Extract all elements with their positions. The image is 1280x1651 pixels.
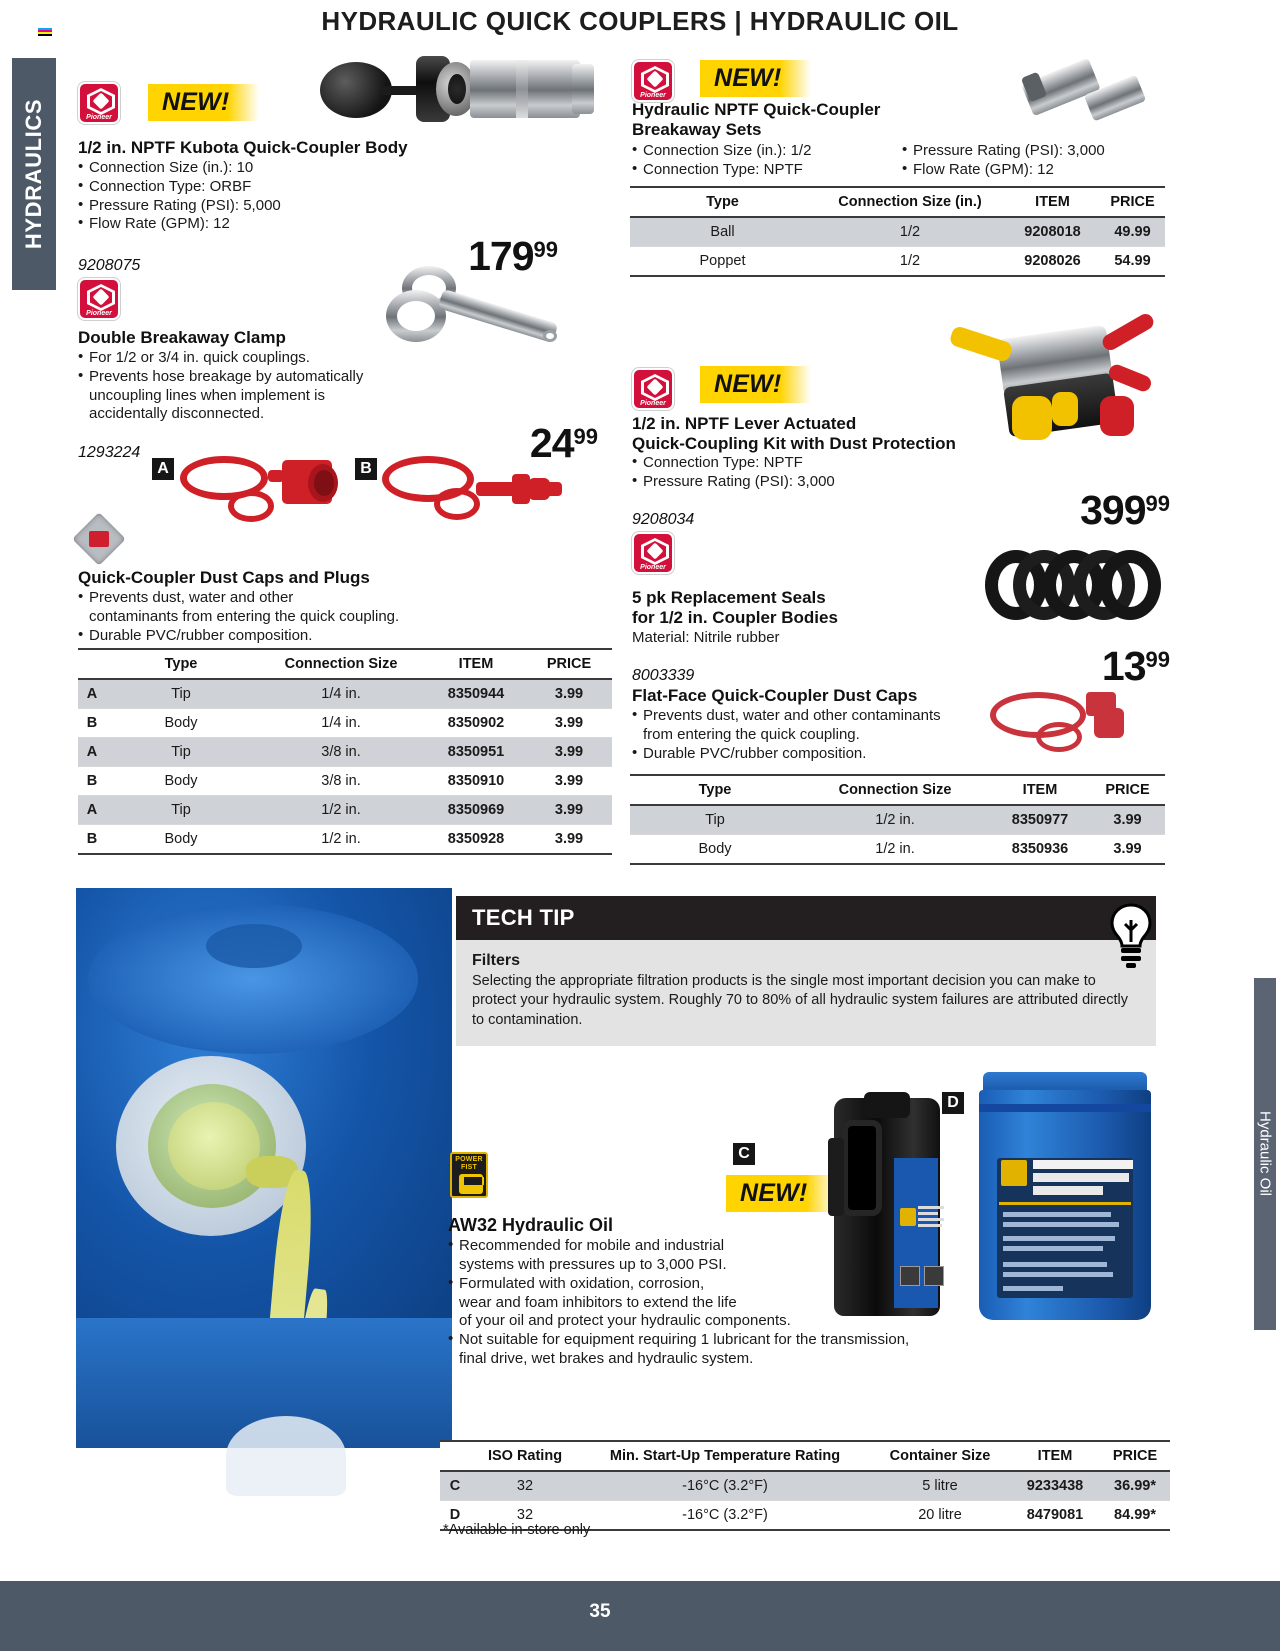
product-hydraulic-oil	[448, 1215, 1008, 1369]
product-title-line2: for 1/2 in. Coupler Bodies	[632, 607, 838, 627]
powerfist-badge	[450, 1152, 488, 1198]
pioneer-badge-3	[632, 60, 674, 102]
cell-ref: B	[78, 767, 106, 796]
bullet-continuation: from entering the quick coupling.	[643, 725, 860, 743]
cell-size: 1/2 in.	[256, 796, 426, 825]
price-dollars: 179	[468, 233, 534, 280]
price	[1101, 643, 1170, 690]
col-item: ITEM	[1005, 187, 1100, 217]
cell-type: Tip	[106, 679, 256, 709]
table-breakaway-sets	[630, 186, 1165, 277]
cell-container: 5 litre	[870, 1471, 1010, 1501]
cell-size: 1/2	[815, 247, 1005, 277]
price-cents: 99	[1145, 647, 1170, 673]
bullet: • Connection Size (in.): 1/2	[632, 142, 902, 161]
bullet: • Durable PVC/rubber composition.	[78, 627, 598, 646]
cell-type: Tip	[106, 738, 256, 767]
cell-item: 8350969	[426, 796, 526, 825]
bucket-label-line3	[1033, 1186, 1103, 1195]
page-footer	[0, 1581, 1280, 1651]
table-row	[630, 247, 1165, 277]
side-tab-label: Hydraulic Oil	[1256, 1110, 1274, 1197]
cell-price: 3.99	[526, 738, 612, 767]
table-row	[78, 796, 612, 825]
cell-price: 3.99	[526, 796, 612, 825]
pioneer-brand-label: Pioneer	[640, 564, 666, 571]
col-item: ITEM	[990, 775, 1090, 805]
cell-ref: A	[78, 679, 106, 709]
product-title-line1: Hydraulic NPTF Quick-Coupler	[632, 100, 881, 119]
pioneer-badge-4	[632, 368, 674, 410]
ref-chip-c: C	[733, 1143, 755, 1165]
cell-ref: B	[78, 709, 106, 738]
cell-price: 3.99	[526, 825, 612, 855]
product-dust-caps-plugs	[78, 568, 598, 645]
pioneer-brand-label: Pioneer	[640, 92, 666, 99]
pioneer-brand-label: Pioneer	[640, 400, 666, 407]
generic-brand-badge	[80, 520, 118, 558]
item-number: 9208034	[632, 511, 695, 529]
table-row	[630, 835, 1165, 865]
new-flag-lever-kit	[700, 366, 811, 403]
cell-type: Tip	[106, 796, 256, 825]
product-title: 1/2 in. NPTF Kubota Quick-Coupler Body	[78, 138, 408, 157]
product-title: AW32 Hydraulic Oil	[448, 1215, 614, 1235]
table-hydraulic-oil	[440, 1440, 1170, 1531]
bullet-continuation: systems with pressures up to 3,000 PSI.	[459, 1255, 727, 1273]
cell-item: 8350928	[426, 825, 526, 855]
product-image-dust-cap-a	[180, 452, 350, 524]
pioneer-brand-label: Pioneer	[86, 310, 112, 317]
ref-chip-b: B	[355, 458, 377, 480]
ref-chip-d: D	[942, 1092, 964, 1114]
cell-type: Body	[630, 835, 800, 865]
product-breakaway-sets	[632, 100, 1172, 180]
cell-iso: 32	[470, 1501, 580, 1531]
cell-item: 8350936	[990, 835, 1090, 865]
price-row	[632, 643, 1170, 690]
page-title: HYDRAULIC QUICK COUPLERS | HYDRAULIC OIL	[321, 6, 959, 36]
powerfist-brand-line2: FIST	[461, 1164, 477, 1171]
product-title: Flat-Face Quick-Coupler Dust Caps	[632, 686, 918, 705]
new-flag-breakaway-sets	[700, 60, 811, 97]
col-type: Type	[630, 775, 800, 805]
bucket-label-line2	[1033, 1173, 1129, 1182]
item-number: 8003339	[632, 667, 695, 685]
cell-price: 54.99	[1100, 247, 1165, 277]
product-bullets-left	[632, 142, 902, 180]
category-tab-hydraulics	[12, 58, 56, 290]
bucket-label-line1	[1033, 1160, 1133, 1169]
cell-item: 8350902	[426, 709, 526, 738]
col-connection-size: Connection Size (in.)	[815, 187, 1005, 217]
cell-item: 8350951	[426, 738, 526, 767]
cell-ref: C	[440, 1471, 470, 1501]
product-title: Double Breakaway Clamp	[78, 328, 286, 347]
col-connection-size: Connection Size	[800, 775, 990, 805]
bullet-continuation: of your oil and protect your hydraulic components.	[459, 1312, 791, 1330]
col-type: Type	[106, 649, 256, 679]
col-item: ITEM	[1010, 1441, 1100, 1471]
new-flag-label: NEW!	[726, 1175, 837, 1212]
dot-leader	[696, 667, 1100, 681]
cell-price: 84.99*	[1100, 1501, 1170, 1531]
product-bullets-right	[902, 142, 1162, 180]
new-flag-label: NEW!	[700, 366, 811, 403]
tech-tip-heading: Filters	[472, 952, 521, 969]
col-price: PRICE	[526, 649, 612, 679]
bullet-continuation: uncoupling lines when implement is	[89, 386, 325, 404]
pioneer-badge-5	[632, 532, 674, 574]
pioneer-badge-1	[78, 82, 120, 124]
col-container-size: Container Size	[870, 1441, 1010, 1471]
cell-size: 1/2	[815, 217, 1005, 247]
col-ref	[440, 1441, 470, 1471]
product-title-line2: Breakaway Sets	[632, 119, 762, 139]
cell-item: 8350944	[426, 679, 526, 709]
cell-iso: 32	[470, 1471, 580, 1501]
cell-temp: -16°C (3.2°F)	[580, 1471, 870, 1501]
product-bullets	[78, 159, 558, 235]
price-dollars: 24	[529, 420, 574, 467]
category-tab-label: HYDRAULICS	[21, 98, 46, 250]
table-header-row	[630, 187, 1165, 217]
cell-size: 3/8 in.	[256, 767, 426, 796]
cell-type: Ball	[630, 217, 815, 247]
col-item: ITEM	[426, 649, 526, 679]
bullet: • Flow Rate (GPM): 12	[78, 215, 558, 234]
cell-type: Poppet	[630, 247, 815, 277]
cell-price: 3.99	[1090, 835, 1165, 865]
cell-type: Tip	[630, 805, 800, 835]
cell-size: 1/4 in.	[256, 709, 426, 738]
bullet-continuation: wear and foam inhibitors to extend the life	[459, 1293, 737, 1311]
product-material	[632, 629, 1170, 648]
material-text: Material: Nitrile rubber	[632, 629, 780, 647]
product-title: Quick-Coupler Dust Caps and Plugs	[78, 568, 370, 587]
item-number: 1293224	[78, 444, 141, 462]
cell-size: 1/2 in.	[800, 805, 990, 835]
bullet-continuation: final drive, wet brakes and hydraulic system.	[459, 1350, 754, 1368]
cell-item: 9208018	[1005, 217, 1100, 247]
tech-tip-bar: TECH TIP	[456, 896, 1156, 940]
product-bullets	[632, 707, 1170, 764]
bullet-continuation: accidentally disconnected.	[89, 405, 265, 423]
product-lever-kit	[632, 414, 1170, 534]
product-image-kubota-coupler	[320, 48, 590, 128]
cell-price: 3.99	[1090, 805, 1165, 835]
cell-item: 8350977	[990, 805, 1090, 835]
product-bullets	[78, 589, 598, 646]
cell-item: 9208026	[1005, 247, 1100, 277]
bullet: • Connection Type: NPTF	[632, 161, 902, 180]
cell-item: 9233438	[1010, 1471, 1100, 1501]
col-startup-temp: Min. Start-Up Temperature Rating	[580, 1441, 870, 1471]
table-flat-face-caps	[630, 774, 1165, 865]
bullet: • Connection Size (in.): 10	[78, 159, 558, 178]
cell-price: 3.99	[526, 767, 612, 796]
photo-oil-drum-pour	[76, 888, 452, 1508]
col-price: PRICE	[1100, 1441, 1170, 1471]
table-row	[630, 217, 1165, 247]
cell-item: 8350910	[426, 767, 526, 796]
col-price: PRICE	[1100, 187, 1165, 217]
table-header-row	[630, 775, 1165, 805]
cell-price: 36.99*	[1100, 1471, 1170, 1501]
table-row	[78, 825, 612, 855]
cell-size: 1/4 in.	[256, 679, 426, 709]
col-type: Type	[630, 187, 815, 217]
bullet-continuation: contaminants from entering the quick coupling.	[89, 607, 400, 625]
new-flag-label: NEW!	[700, 60, 811, 97]
cell-type: Body	[106, 825, 256, 855]
item-number: 9208075	[78, 257, 141, 275]
price-row	[632, 487, 1170, 534]
product-bullets	[632, 454, 1170, 492]
cell-type: Body	[106, 767, 256, 796]
price-dollars: 13	[1101, 643, 1146, 690]
tech-tip-text: Selecting the appropriate filtration products is the single most important decision you can make to protect your hydraulic system. Roughly 70 to 80% of all hydraulic system failures are attributed directly to contamination.	[472, 973, 1129, 1028]
product-title-line2: Quick-Coupling Kit with Dust Protection	[632, 433, 956, 453]
cell-temp: -16°C (3.2°F)	[580, 1501, 870, 1531]
table-header-row	[440, 1441, 1170, 1471]
price-dollars: 399	[1080, 487, 1146, 534]
product-bullets	[78, 349, 598, 425]
cell-item: 8479081	[1010, 1501, 1100, 1531]
bullet: • Prevents dust, water and other contaminants	[632, 707, 1170, 726]
product-bullets	[448, 1237, 1008, 1369]
product-kubota-coupler	[78, 138, 558, 280]
pioneer-brand-label: Pioneer	[86, 114, 112, 121]
product-flat-face-caps	[632, 686, 1170, 763]
table-dust-caps-plugs	[78, 648, 612, 855]
table-header-row	[78, 649, 612, 679]
bullet: • Pressure Rating (PSI): 5,000	[78, 197, 558, 216]
ref-chip-a: A	[152, 458, 174, 480]
product-title-line1: 1/2 in. NPTF Lever Actuated	[632, 414, 857, 433]
bullet: • Prevents dust, water and other	[78, 589, 598, 608]
new-flag-label: NEW!	[148, 84, 259, 121]
bullet: • Not suitable for equipment requiring 1 lubricant for the transmission,	[448, 1331, 1048, 1350]
bullet: • Prevents hose breakage by automatically	[78, 368, 598, 387]
bullet: • Flow Rate (GPM): 12	[902, 161, 1162, 180]
cell-container: 20 litre	[870, 1501, 1010, 1531]
col-connection-size: Connection Size	[256, 649, 426, 679]
bullet: • Durable PVC/rubber composition.	[632, 745, 1170, 764]
tech-tip-body	[456, 940, 1156, 1046]
bullet: • For 1/2 or 3/4 in. quick couplings.	[78, 349, 598, 368]
col-iso-rating: ISO Rating	[470, 1441, 580, 1471]
cell-ref: B	[78, 825, 106, 855]
cell-type: Body	[106, 709, 256, 738]
price	[1080, 487, 1170, 534]
price-cents: 99	[1145, 491, 1170, 517]
side-tab-hydraulic-oil	[1254, 978, 1276, 1330]
col-ref	[78, 649, 106, 679]
table-row	[78, 709, 612, 738]
bullet: • Formulated with oxidation, corrosion,	[448, 1275, 1008, 1294]
price-cents: 99	[533, 237, 558, 263]
bullet: • Pressure Rating (PSI): 3,000	[632, 473, 1170, 492]
bullet: • Pressure Rating (PSI): 3,000	[902, 142, 1162, 161]
cell-ref: D	[440, 1501, 470, 1531]
cell-price: 3.99	[526, 709, 612, 738]
product-image-dust-plug-b	[382, 452, 582, 524]
bullet: • Connection Type: ORBF	[78, 178, 558, 197]
table-footnote: *Available in-store only	[443, 1522, 591, 1538]
table-row	[78, 738, 612, 767]
cell-size: 1/2 in.	[800, 835, 990, 865]
dot-leader	[696, 511, 1078, 525]
cell-price: 3.99	[526, 679, 612, 709]
table-row	[630, 805, 1165, 835]
cell-ref: A	[78, 796, 106, 825]
pioneer-badge-2	[78, 278, 120, 320]
bullet: • Recommended for mobile and industrial	[448, 1237, 1008, 1256]
col-price: PRICE	[1090, 775, 1165, 805]
page-number: 35	[589, 1601, 611, 1622]
table-row	[78, 767, 612, 796]
powerfist-brand-line1: POWER	[455, 1156, 483, 1163]
product-title-line1: 5 pk Replacement Seals	[632, 588, 826, 607]
table-row	[78, 679, 612, 709]
cell-size: 3/8 in.	[256, 738, 426, 767]
table-row	[440, 1471, 1170, 1501]
lightbulb-icon	[1104, 902, 1158, 970]
bullet: • Connection Type: NPTF	[632, 454, 1170, 473]
tech-tip-panel	[456, 896, 1156, 1046]
new-flag-kubota	[148, 84, 259, 121]
cell-ref: A	[78, 738, 106, 767]
cell-price: 49.99	[1100, 217, 1165, 247]
price-cents: 99	[573, 424, 598, 450]
product-breakaway-clamp	[78, 328, 598, 467]
product-replacement-seals	[632, 588, 1170, 690]
cell-size: 1/2 in.	[256, 825, 426, 855]
